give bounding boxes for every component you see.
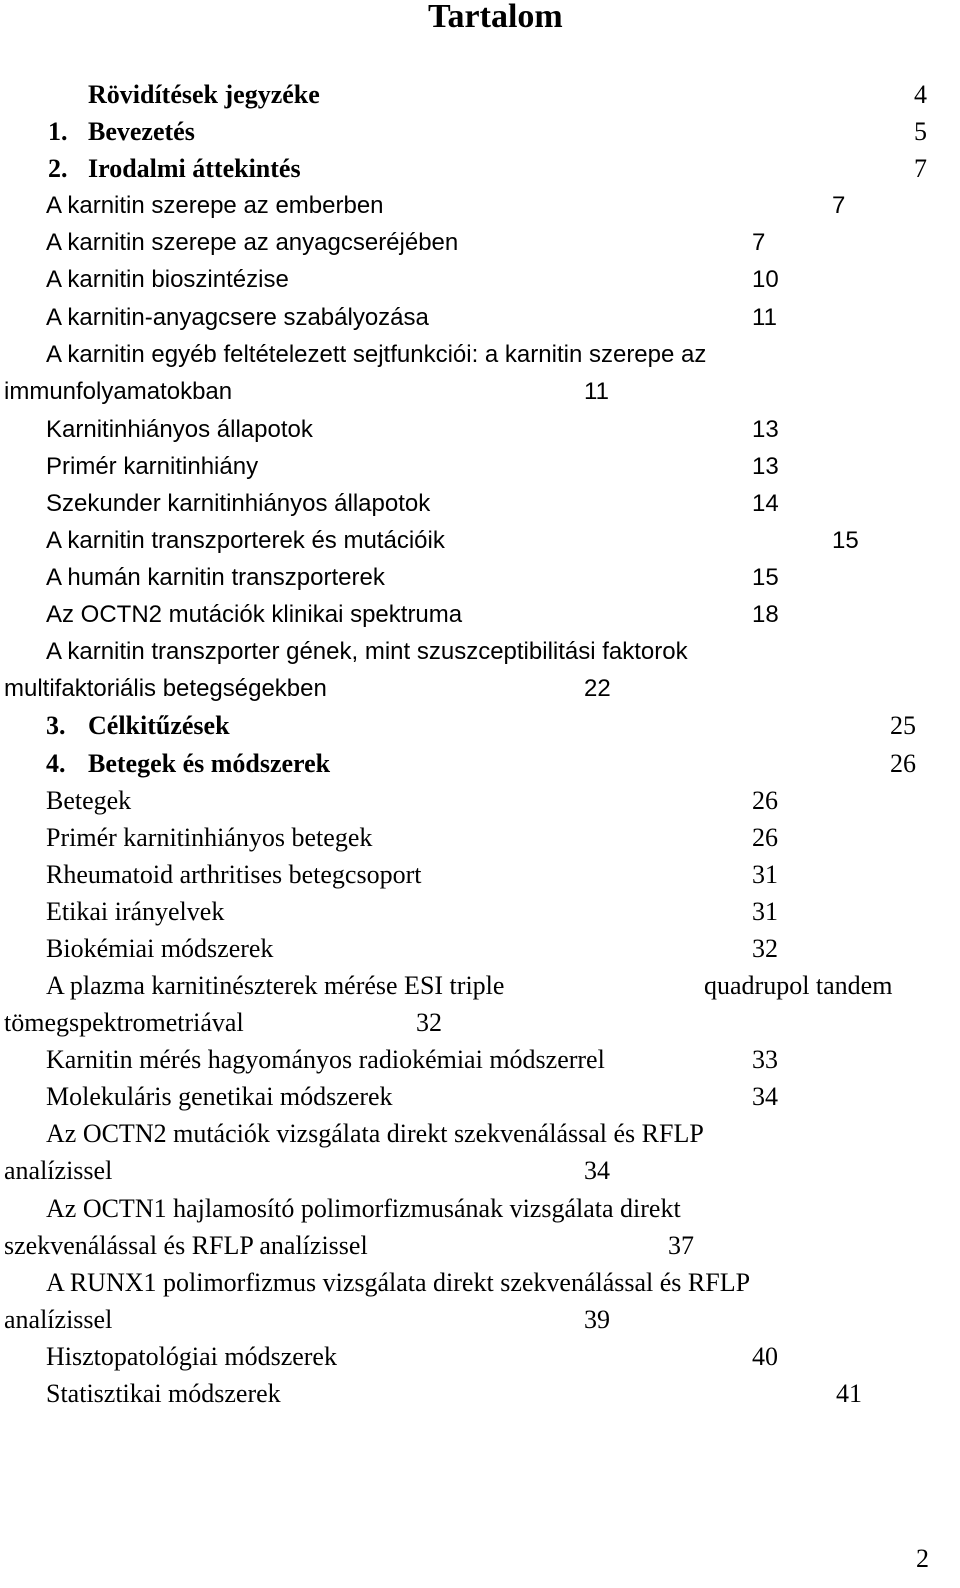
toc-entry-continuation: analízissel [4, 1305, 113, 1334]
toc-entry-continuation: multifaktoriális betegségekben [4, 675, 327, 702]
toc-entry-page: 15 [752, 564, 779, 591]
toc-entry-text: Az OCTN1 hajlamosító polimorfizmusának vizsgálata direkt [46, 1194, 681, 1223]
toc-entry-text: Rheumatoid arthritises betegcsoport [46, 860, 422, 889]
toc-entry-page: 11 [752, 304, 777, 331]
toc-entry-page: 40 [752, 1342, 778, 1371]
toc-entry-page: 26 [752, 823, 778, 852]
toc-entry-page: 7 [914, 154, 927, 183]
toc-entry-page: 13 [752, 416, 779, 443]
toc-entry-page: 7 [752, 229, 766, 256]
toc-entry-text: A karnitin transzporterek és mutációik [46, 527, 445, 554]
toc-entry-text: Szekunder karnitinhiányos állapotok [46, 490, 431, 517]
toc-entry-page: 34 [584, 1156, 610, 1185]
toc-entry-text: Irodalmi áttekintés [88, 154, 301, 183]
toc-entry-text: Bevezetés [88, 117, 195, 146]
toc-entry-text-extra: quadrupol tandem [704, 971, 893, 1000]
toc-entry-page: 26 [890, 749, 916, 778]
toc-entry-text: Rövidítések jegyzéke [88, 80, 320, 109]
toc-entry-page: 31 [752, 860, 778, 889]
page-number: 2 [916, 1544, 929, 1573]
toc-entry-text: Karnitinhiányos állapotok [46, 416, 313, 443]
toc-entry-text: Karnitin mérés hagyományos radiokémiai módszerrel [46, 1045, 605, 1074]
toc-entry-text: Biokémiai módszerek [46, 934, 274, 963]
toc-entry-page: 34 [752, 1082, 778, 1111]
toc-entry-text: Molekuláris genetikai módszerek [46, 1082, 393, 1111]
toc-entry-page: 18 [752, 601, 779, 628]
toc-entry-page: 33 [752, 1045, 778, 1074]
toc-entry-text: Betegek és módszerek [88, 749, 331, 778]
toc-entry-text: A karnitin szerepe az emberben [46, 192, 384, 219]
toc-entry-page: 32 [416, 1008, 442, 1037]
toc-entry-text: A karnitin-anyagcsere szabályozása [46, 304, 429, 331]
toc-entry-text: Célkitűzések [88, 711, 230, 740]
toc-entry-page: 37 [668, 1231, 694, 1260]
toc-entry-page: 14 [752, 490, 779, 517]
toc-entry-page: 7 [832, 192, 846, 219]
toc-entry-continuation: szekvenálással és RFLP analízissel [4, 1231, 368, 1260]
toc-entry-text: Etikai irányelvek [46, 897, 225, 926]
toc-entry-text: A RUNX1 polimorfizmus vizsgálata direkt szekvenálással és RFLP [46, 1268, 751, 1297]
toc-entry-text: A karnitin egyéb feltételezett sejtfunkciói: a karnitin szerepe az [46, 341, 707, 368]
toc-entry-text: Betegek [46, 786, 132, 815]
toc-entry-number: 2. [48, 154, 68, 183]
toc-entry-text: Az OCTN2 mutációk klinikai spektruma [46, 601, 463, 628]
toc-entry-text: Primér karnitinhiányos betegek [46, 823, 373, 852]
toc-entry-number: 1. [48, 117, 68, 146]
toc-entry-text: Az OCTN2 mutációk vizsgálata direkt szekvenálással és RFLP [46, 1119, 704, 1148]
toc-entry-page: 25 [890, 711, 916, 740]
toc-entry-page: 39 [584, 1305, 610, 1334]
toc-entry-page: 4 [914, 80, 927, 109]
toc-entry-page: 10 [752, 266, 779, 293]
toc-entry-continuation: tömegspektrometriával [4, 1008, 244, 1037]
toc-entry-page: 15 [832, 527, 859, 554]
toc-entry-page: 13 [752, 453, 779, 480]
toc-entry-number: 4. [46, 749, 66, 778]
toc-entry-page: 11 [584, 378, 609, 405]
toc-entry-text: Primér karnitinhiány [46, 453, 259, 480]
toc-entry-text: Hisztopatológiai módszerek [46, 1342, 337, 1371]
toc-entry-page: 41 [836, 1379, 862, 1408]
toc-entry-text: A karnitin transzporter gének, mint szuszceptibilitási faktorok [46, 638, 688, 665]
toc-entry-page: 22 [584, 675, 611, 702]
toc-entry-page: 32 [752, 934, 778, 963]
toc-entry-text: A plazma karnitinészterek mérése ESI triple [46, 971, 505, 1000]
toc-entry-text: A karnitin bioszintézise [46, 266, 289, 293]
toc-entry-text: A karnitin szerepe az anyagcseréjében [46, 229, 459, 256]
toc-entry-text: Statisztikai módszerek [46, 1379, 281, 1408]
toc-entry-page: 5 [914, 117, 927, 146]
toc-entry-number: 3. [46, 711, 66, 740]
toc-entry-continuation: analízissel [4, 1156, 113, 1185]
toc-entry-page: 26 [752, 786, 778, 815]
toc-entry-page: 31 [752, 897, 778, 926]
toc-entry-text: A humán karnitin transzporterek [46, 564, 385, 591]
toc-entry-continuation: immunfolyamatokban [4, 378, 233, 405]
page-title: Tartalom [428, 0, 563, 35]
